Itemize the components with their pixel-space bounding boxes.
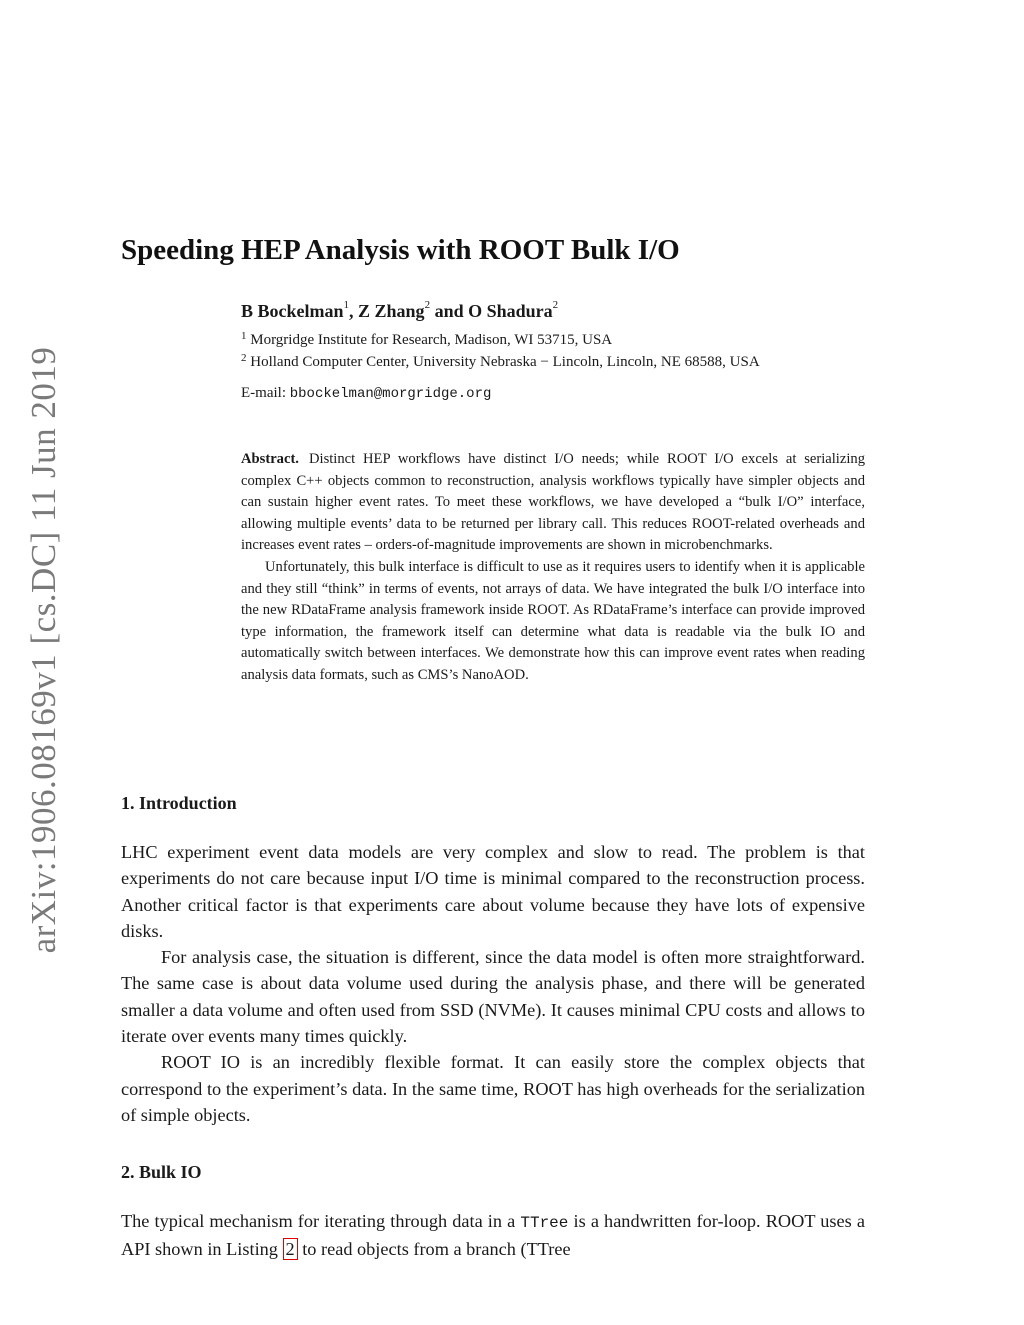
body-paragraph: ROOT IO is an incredibly flexible format. It can easily store the complex objects that correspond to the experiment’s data. In the same time, ROOT has high overheads for the serialization of simple objects. [121,1052,865,1125]
affiliation-marker: 2 [424,299,431,311]
affiliation-text: Morgridge Institute for Research, Madison, WI 53715, USA [246,332,613,348]
body-paragraph [121,1208,865,1263]
author-name: B Bockelman [241,301,344,321]
abstract-paragraph [241,449,865,557]
arxiv-identifier-stamp: arXiv:1906.08169v1 [cs.DC] 11 Jun 2019 [24,346,63,954]
author-separator: and [430,301,469,321]
author-name: O Shadura [468,301,553,321]
affiliation-number: 1 [241,330,247,342]
body-paragraph: For analysis case, the situation is different, since the data model is often more straightforward. The same case is about data volume used during the analysis phase, and there will be generated smaller a data volume and often used from SSD (NVMe). It causes minimal CPU costs and allows to iterate over events many times quickly. [121,947,865,1047]
section-body-bulk-io [121,1208,865,1263]
affiliation-number: 2 [241,352,247,364]
author-list [241,301,558,322]
affiliation-marker: 2 [552,299,559,311]
body-text-run: to read objects from a branch (TTree [297,1239,571,1260]
affiliation-1 [241,332,612,349]
listing-reference-link[interactable]: 2 [283,1238,298,1260]
section-heading-bulk-io: 2. Bulk IO [121,1162,202,1182]
body-text-run: is a handwritten for-loop. ROOT uses a API shown in Listing [121,1211,865,1260]
email-label: E-mail: [241,385,290,401]
body-text-run: The typical mechanism for iterating through data in a [121,1211,521,1231]
inline-code: TTree [520,1214,569,1232]
abstract-paragraph: Unfortunately, this bulk interface is difficult to use as it requires users to identify when it is applicable and they still “think” in terms of events, not arrays of data. We have integrated the bulk I/O interface into the new RDataFrame analysis framework inside ROOT. As RDataFrame’s interface can provide improved type information, the framework itself can determine what data is readable via the bulk IO and automatically switch between interfaces. We demonstrate how this can improve event rates when reading analysis data formats, such as CMS’s NanoAOD. [241,558,865,683]
body-paragraph: LHC experiment event data models are very complex and slow to read. The problem is that experiments do not care because input I/O time is minimal compared to the reconstruction process. Another critical factor is that experiments care about volume because they have lots of expensive disks. [121,842,865,941]
section-body-introduction [121,839,865,1128]
contact-email [241,385,491,402]
paper-title: Speeding HEP Analysis with ROOT Bulk I/O [121,234,680,266]
email-address: bbockelman@morgridge.org [289,386,492,402]
abstract-label: Abstract. [241,451,299,467]
author-separator: , [349,301,359,321]
affiliation-marker: 1 [343,299,350,311]
author-name: Z Zhang [358,301,425,321]
section-heading-introduction: 1. Introduction [121,793,237,813]
abstract-text: Distinct HEP workflows have distinct I/O needs; while ROOT I/O excels at serializing complex C++ objects common to reconstruction, analysis workflows typically have simpler objects and can sustain higher event rates. To meet these workflows, we have developed a “bulk I/O” interface, allowing multiple events’ data to be returned per library call. This reduces ROOT-related overheads and increases event rates – orders-of-magnitude improvements are shown in microbenchmarks. [241,451,865,554]
affiliation-2 [241,354,760,371]
abstract [241,449,865,687]
affiliation-text: Holland Computer Center, University Nebraska − Lincoln, Lincoln, NE 68588, USA [246,354,760,370]
